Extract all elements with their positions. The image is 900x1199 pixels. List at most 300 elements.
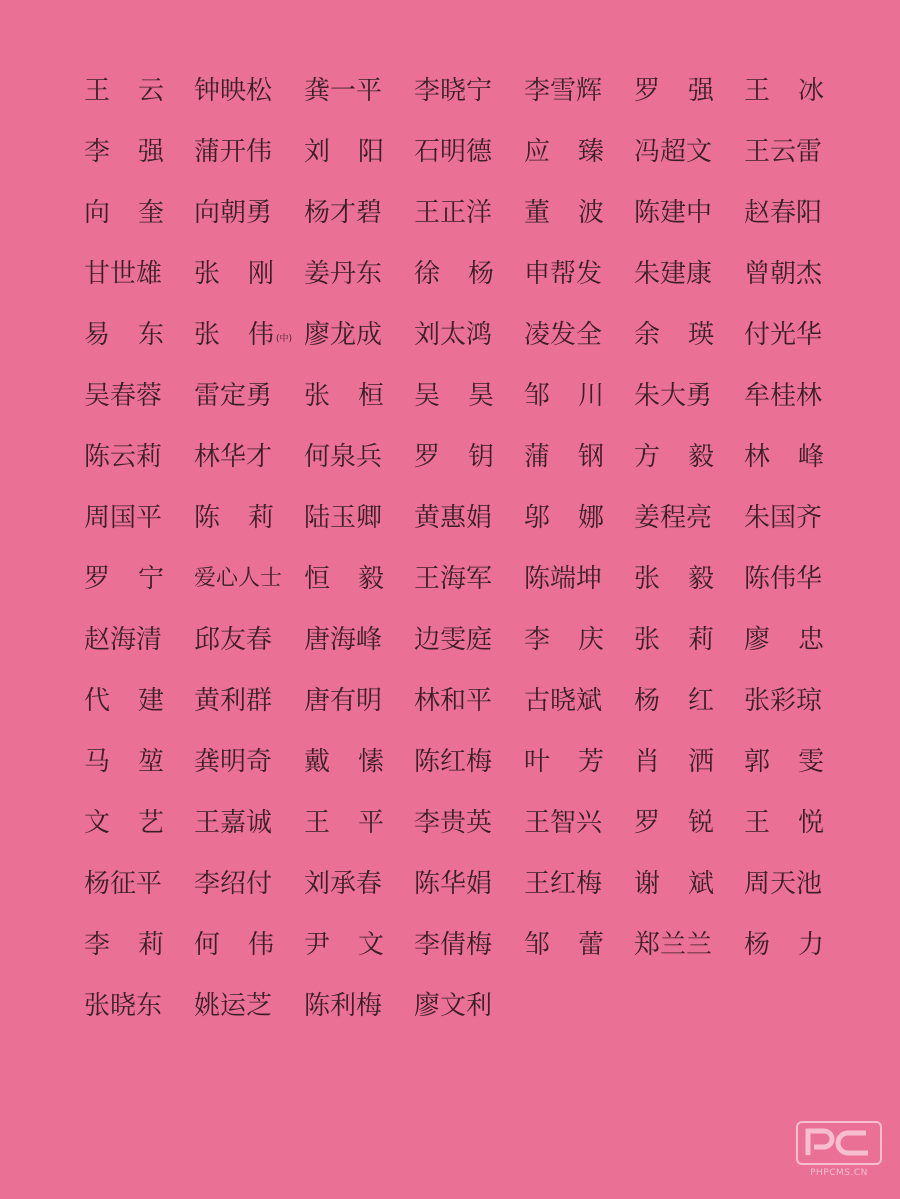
donor-name [744, 315, 854, 355]
donor-name [414, 437, 524, 477]
donor-name-text [524, 746, 604, 777]
donor-name [414, 925, 524, 965]
donor-name-text [524, 136, 604, 167]
donor-name-text: 李贵英 [414, 807, 493, 838]
name-char: 郭 [744, 746, 771, 777]
donor-name-text: 王嘉诚 [194, 807, 273, 838]
donor-name-text: 甘世雄 [84, 258, 163, 289]
name-row [84, 670, 844, 731]
name-char: 波 [577, 197, 604, 228]
donor-name-text: 王智兴 [524, 807, 603, 838]
donor-name [524, 437, 634, 477]
donor-name-text: 何泉兵 [304, 441, 383, 472]
name-char: 瑛 [687, 319, 714, 350]
name-char: 代 [84, 685, 111, 716]
name-char: 刘 [304, 136, 331, 167]
donor-name-text: 杨才碧 [304, 197, 383, 228]
donor-name-text: 廖龙成 [304, 319, 383, 350]
donor-name-note: (中) [276, 334, 293, 344]
name-char: 林 [744, 441, 771, 472]
name-char: 建 [137, 685, 164, 716]
donor-name-text [304, 563, 384, 594]
name-char: 徐 [414, 258, 441, 289]
donor-name-text: 陈建中 [634, 197, 713, 228]
donor-name [84, 925, 194, 965]
donor-name [194, 864, 304, 904]
name-char: 李 [84, 929, 111, 960]
watermark-site: PHPCMS.CN [810, 1168, 868, 1178]
donor-name-text [524, 441, 604, 472]
donor-name [634, 925, 744, 965]
donor-name [744, 803, 854, 843]
name-char: 阳 [357, 136, 384, 167]
donor-name [414, 71, 524, 111]
donor-name-text: 龚一平 [304, 75, 383, 106]
donor-name-text: 廖文利 [414, 990, 493, 1021]
donor-name-text: 龚明奇 [194, 746, 273, 777]
donor-name-text [524, 502, 604, 533]
name-row [84, 182, 844, 243]
donor-name [744, 437, 854, 477]
donor-name [744, 193, 854, 233]
donor-name-text: 姚运芝 [194, 990, 273, 1021]
donor-name [634, 132, 744, 172]
donor-name-text: 张晓东 [84, 990, 163, 1021]
name-char: 叶 [524, 746, 551, 777]
donor-name [194, 742, 304, 782]
donor-name [634, 681, 744, 721]
donor-name-text [414, 441, 494, 472]
donor-name-text: 林和平 [414, 685, 493, 716]
donor-name [744, 742, 854, 782]
name-row [84, 975, 844, 1036]
donor-name [744, 559, 854, 599]
donor-name [84, 376, 194, 416]
name-char: 张 [634, 624, 661, 655]
donor-name [524, 71, 634, 111]
donor-name [524, 803, 634, 843]
donor-name [84, 864, 194, 904]
donor-name [194, 559, 304, 599]
name-row [84, 853, 844, 914]
donor-name-text: 雷定勇 [194, 380, 273, 411]
name-char: 钢 [577, 441, 604, 472]
donor-name [524, 620, 634, 660]
name-char: 平 [357, 807, 384, 838]
donor-name-text: 赵春阳 [744, 197, 823, 228]
donor-name-text [744, 75, 824, 106]
donor-name [634, 437, 744, 477]
donor-name-text [634, 319, 714, 350]
donor-name [194, 681, 304, 721]
donor-name-text: 唐有明 [304, 685, 383, 716]
donor-name-text: 边雯庭 [414, 624, 493, 655]
donor-name [304, 925, 414, 965]
donor-name-text: 朱国齐 [744, 502, 823, 533]
donor-name [84, 71, 194, 111]
donor-name [634, 864, 744, 904]
donor-name [524, 498, 634, 538]
donor-name [524, 925, 634, 965]
name-row [84, 792, 844, 853]
name-char: 张 [634, 563, 661, 594]
donor-name [634, 193, 744, 233]
donor-name-text: 杨征平 [84, 868, 163, 899]
name-char: 东 [137, 319, 164, 350]
donor-name-text [304, 380, 384, 411]
name-char: 王 [744, 75, 771, 106]
pc-logo-icon [796, 1121, 882, 1165]
donor-name-text: 李绍付 [194, 868, 273, 899]
name-row [84, 914, 844, 975]
name-char: 何 [194, 929, 221, 960]
donor-name [194, 620, 304, 660]
donor-name [84, 742, 194, 782]
name-char: 忠 [797, 624, 824, 655]
donor-name-text: 赵海清 [84, 624, 163, 655]
name-char: 强 [687, 75, 714, 106]
donor-name-text: 申帮发 [524, 258, 603, 289]
donor-name [194, 71, 304, 111]
name-char: 洒 [687, 746, 714, 777]
donor-name [304, 864, 414, 904]
donor-name [524, 681, 634, 721]
donor-name-text: 陈端坤 [524, 563, 603, 594]
donor-name [744, 254, 854, 294]
donor-name-text: 牟桂林 [744, 380, 823, 411]
donor-name [304, 193, 414, 233]
donor-name-text: 向朝勇 [194, 197, 273, 228]
donor-name-text: 王正洋 [414, 197, 493, 228]
donor-name-text: 林华才 [194, 441, 273, 472]
donor-name-text: 冯超文 [634, 136, 713, 167]
name-char: 杨 [744, 929, 771, 960]
name-char: 臻 [577, 136, 604, 167]
donor-name-text [524, 929, 604, 960]
name-char: 莉 [687, 624, 714, 655]
name-char: 峰 [797, 441, 824, 472]
donor-name [524, 315, 634, 355]
donor-name-text [634, 441, 714, 472]
name-char: 伟 [247, 319, 274, 350]
donor-name [84, 315, 194, 355]
donor-name [194, 315, 304, 355]
name-row [84, 548, 844, 609]
donor-name [524, 254, 634, 294]
name-char: 莉 [247, 502, 274, 533]
donor-name-text: 唐海峰 [304, 624, 383, 655]
donor-name-text [84, 197, 164, 228]
donor-name [304, 498, 414, 538]
name-char: 李 [84, 136, 111, 167]
name-row [84, 304, 844, 365]
donor-name [524, 193, 634, 233]
donor-name-text: 陈利梅 [304, 990, 383, 1021]
donor-name-text: 石明德 [414, 136, 493, 167]
name-char: 李 [524, 624, 551, 655]
name-char: 马 [84, 746, 111, 777]
donor-name-text: 黄惠娟 [414, 502, 493, 533]
donor-name [414, 132, 524, 172]
name-char: 王 [84, 75, 111, 106]
donor-name-text: 吴春蓉 [84, 380, 163, 411]
donor-name-text: 李晓宁 [414, 75, 493, 106]
donor-name [634, 559, 744, 599]
name-char: 谢 [634, 868, 661, 899]
donor-name [84, 193, 194, 233]
donor-name-text: 姜丹东 [304, 258, 383, 289]
donor-name-text [634, 685, 714, 716]
name-char: 向 [84, 197, 111, 228]
name-char: 应 [524, 136, 551, 167]
donor-name [304, 559, 414, 599]
name-char: 刚 [247, 258, 274, 289]
donor-name-text: 刘太鸿 [414, 319, 493, 350]
donor-name [744, 132, 854, 172]
name-char: 力 [797, 929, 824, 960]
donor-name-text [744, 807, 824, 838]
donor-name [634, 742, 744, 782]
name-char: 堃 [137, 746, 164, 777]
donor-name-text: 朱大勇 [634, 380, 713, 411]
name-char: 余 [634, 319, 661, 350]
donor-name [414, 803, 524, 843]
donor-name-text: 蒲开伟 [194, 136, 273, 167]
donor-name-text [84, 75, 164, 106]
donor-name [84, 437, 194, 477]
donor-name-text [524, 380, 604, 411]
name-char: 邬 [524, 502, 551, 533]
donor-name-text: 爱心人士 [194, 565, 283, 591]
name-char: 杨 [467, 258, 494, 289]
name-char: 张 [304, 380, 331, 411]
donor-name-text [304, 807, 384, 838]
donor-name-text: 邱友春 [194, 624, 273, 655]
name-char: 易 [84, 319, 111, 350]
donor-name-text [194, 258, 274, 289]
donor-name [414, 498, 524, 538]
donor-name-text [634, 563, 714, 594]
donor-name-text [194, 929, 274, 960]
name-char: 莉 [137, 929, 164, 960]
donor-name-text [634, 75, 714, 106]
donor-name [84, 803, 194, 843]
donor-name-text [84, 746, 164, 777]
donor-name-text [304, 746, 384, 777]
donor-name [744, 620, 854, 660]
donor-name [634, 498, 744, 538]
donor-name-text [634, 624, 714, 655]
name-char: 毅 [357, 563, 384, 594]
name-row [84, 121, 844, 182]
donor-name [84, 986, 194, 1026]
donor-name-text [524, 197, 604, 228]
donor-name [194, 193, 304, 233]
donor-name [84, 681, 194, 721]
donor-name-text: 朱建康 [634, 258, 713, 289]
name-row [84, 426, 844, 487]
name-char: 王 [744, 807, 771, 838]
donor-name [84, 254, 194, 294]
name-char: 肖 [634, 746, 661, 777]
donor-name-text [84, 807, 164, 838]
donor-name-text: 凌发全 [524, 319, 603, 350]
donor-name [634, 803, 744, 843]
name-char: 罗 [414, 441, 441, 472]
name-char: 恒 [304, 563, 331, 594]
name-char: 廖 [744, 624, 771, 655]
donor-name-text: 王云雷 [744, 136, 823, 167]
donor-name [634, 71, 744, 111]
donor-name-text [84, 319, 164, 350]
name-char: 吴 [414, 380, 441, 411]
donor-name [194, 254, 304, 294]
donor-name [744, 498, 854, 538]
donor-name-text: 曾朝杰 [744, 258, 823, 289]
name-row [84, 60, 844, 121]
donor-name [194, 498, 304, 538]
name-char: 娜 [577, 502, 604, 533]
donor-name [194, 132, 304, 172]
donor-name-text: 周国平 [84, 502, 163, 533]
donor-name [194, 986, 304, 1026]
name-char: 文 [84, 807, 111, 838]
donor-name-text [84, 685, 164, 716]
donor-name-text [84, 563, 164, 594]
donor-name [524, 559, 634, 599]
site-watermark [796, 1121, 882, 1183]
donor-name [304, 376, 414, 416]
donor-name [304, 315, 414, 355]
donor-name [304, 132, 414, 172]
name-char: 奎 [137, 197, 164, 228]
donor-name [634, 620, 744, 660]
donor-name [84, 132, 194, 172]
donor-name [634, 315, 744, 355]
name-char: 云 [137, 75, 164, 106]
donor-name-text [414, 258, 494, 289]
donor-name [304, 437, 414, 477]
name-char: 雯 [797, 746, 824, 777]
name-row [84, 243, 844, 304]
name-char: 伟 [247, 929, 274, 960]
donor-name [304, 986, 414, 1026]
name-char: 桓 [357, 380, 384, 411]
donor-name [524, 376, 634, 416]
name-char: 愫 [357, 746, 384, 777]
donor-name [414, 193, 524, 233]
donor-name-text: 李雪辉 [524, 75, 603, 106]
donor-name [634, 376, 744, 416]
name-char: 宁 [137, 563, 164, 594]
donor-name-text: 付光华 [744, 319, 823, 350]
donor-name [84, 559, 194, 599]
name-char: 罗 [634, 807, 661, 838]
donor-name [414, 254, 524, 294]
donor-name-text [634, 746, 714, 777]
name-char: 毅 [687, 441, 714, 472]
donor-name-text [194, 502, 274, 533]
donor-name [304, 254, 414, 294]
donor-name-text: 王红梅 [524, 868, 603, 899]
donor-name [414, 315, 524, 355]
name-char: 川 [577, 380, 604, 411]
donor-name [414, 620, 524, 660]
donor-name-text: 刘承春 [304, 868, 383, 899]
donor-name [414, 864, 524, 904]
donor-name-text: 钟映松 [194, 75, 273, 106]
donor-name-text [634, 807, 714, 838]
name-char: 陈 [194, 502, 221, 533]
name-char: 毅 [687, 563, 714, 594]
name-row [84, 487, 844, 548]
donor-name [414, 742, 524, 782]
name-char: 钥 [467, 441, 494, 472]
donor-name-text [634, 868, 714, 899]
donor-name [744, 71, 854, 111]
name-char: 张 [194, 319, 221, 350]
donor-name-text: 黄利群 [194, 685, 273, 716]
donor-name [524, 742, 634, 782]
name-row [84, 609, 844, 670]
donor-name-text: 郑兰兰 [634, 929, 713, 960]
name-char: 王 [304, 807, 331, 838]
donor-name-text: 王海军 [414, 563, 493, 594]
donor-name-text [744, 746, 824, 777]
donor-name [304, 620, 414, 660]
donor-name-text [304, 136, 384, 167]
donor-name [744, 864, 854, 904]
donor-name [744, 376, 854, 416]
donor-name-text: 陈华娟 [414, 868, 493, 899]
donor-name [194, 803, 304, 843]
donor-name-text: 陆玉卿 [304, 502, 383, 533]
donor-name-text: 姜程亮 [634, 502, 713, 533]
donor-name [744, 925, 854, 965]
name-char: 方 [634, 441, 661, 472]
donor-name-text [84, 929, 164, 960]
name-char: 邹 [524, 380, 551, 411]
donor-name [194, 376, 304, 416]
donor-name [414, 559, 524, 599]
donor-name-text [744, 929, 824, 960]
name-row [84, 365, 844, 426]
name-char: 昊 [467, 380, 494, 411]
name-char: 强 [137, 136, 164, 167]
donor-name [304, 71, 414, 111]
donor-name [414, 986, 524, 1026]
name-char: 蕾 [577, 929, 604, 960]
name-char: 邹 [524, 929, 551, 960]
name-char: 罗 [84, 563, 111, 594]
donor-name [194, 437, 304, 477]
donor-name [304, 803, 414, 843]
name-char: 锐 [687, 807, 714, 838]
donor-name-text [194, 319, 274, 350]
name-char: 尹 [304, 929, 331, 960]
donor-name [194, 925, 304, 965]
donor-name-text [744, 441, 824, 472]
name-char: 董 [524, 197, 551, 228]
donor-name-text: 陈云莉 [84, 441, 163, 472]
donor-name [84, 620, 194, 660]
name-char: 庆 [577, 624, 604, 655]
donor-name-text: 李倩梅 [414, 929, 493, 960]
donor-name [414, 376, 524, 416]
donor-name [304, 742, 414, 782]
name-char: 芳 [577, 746, 604, 777]
donor-name [524, 132, 634, 172]
